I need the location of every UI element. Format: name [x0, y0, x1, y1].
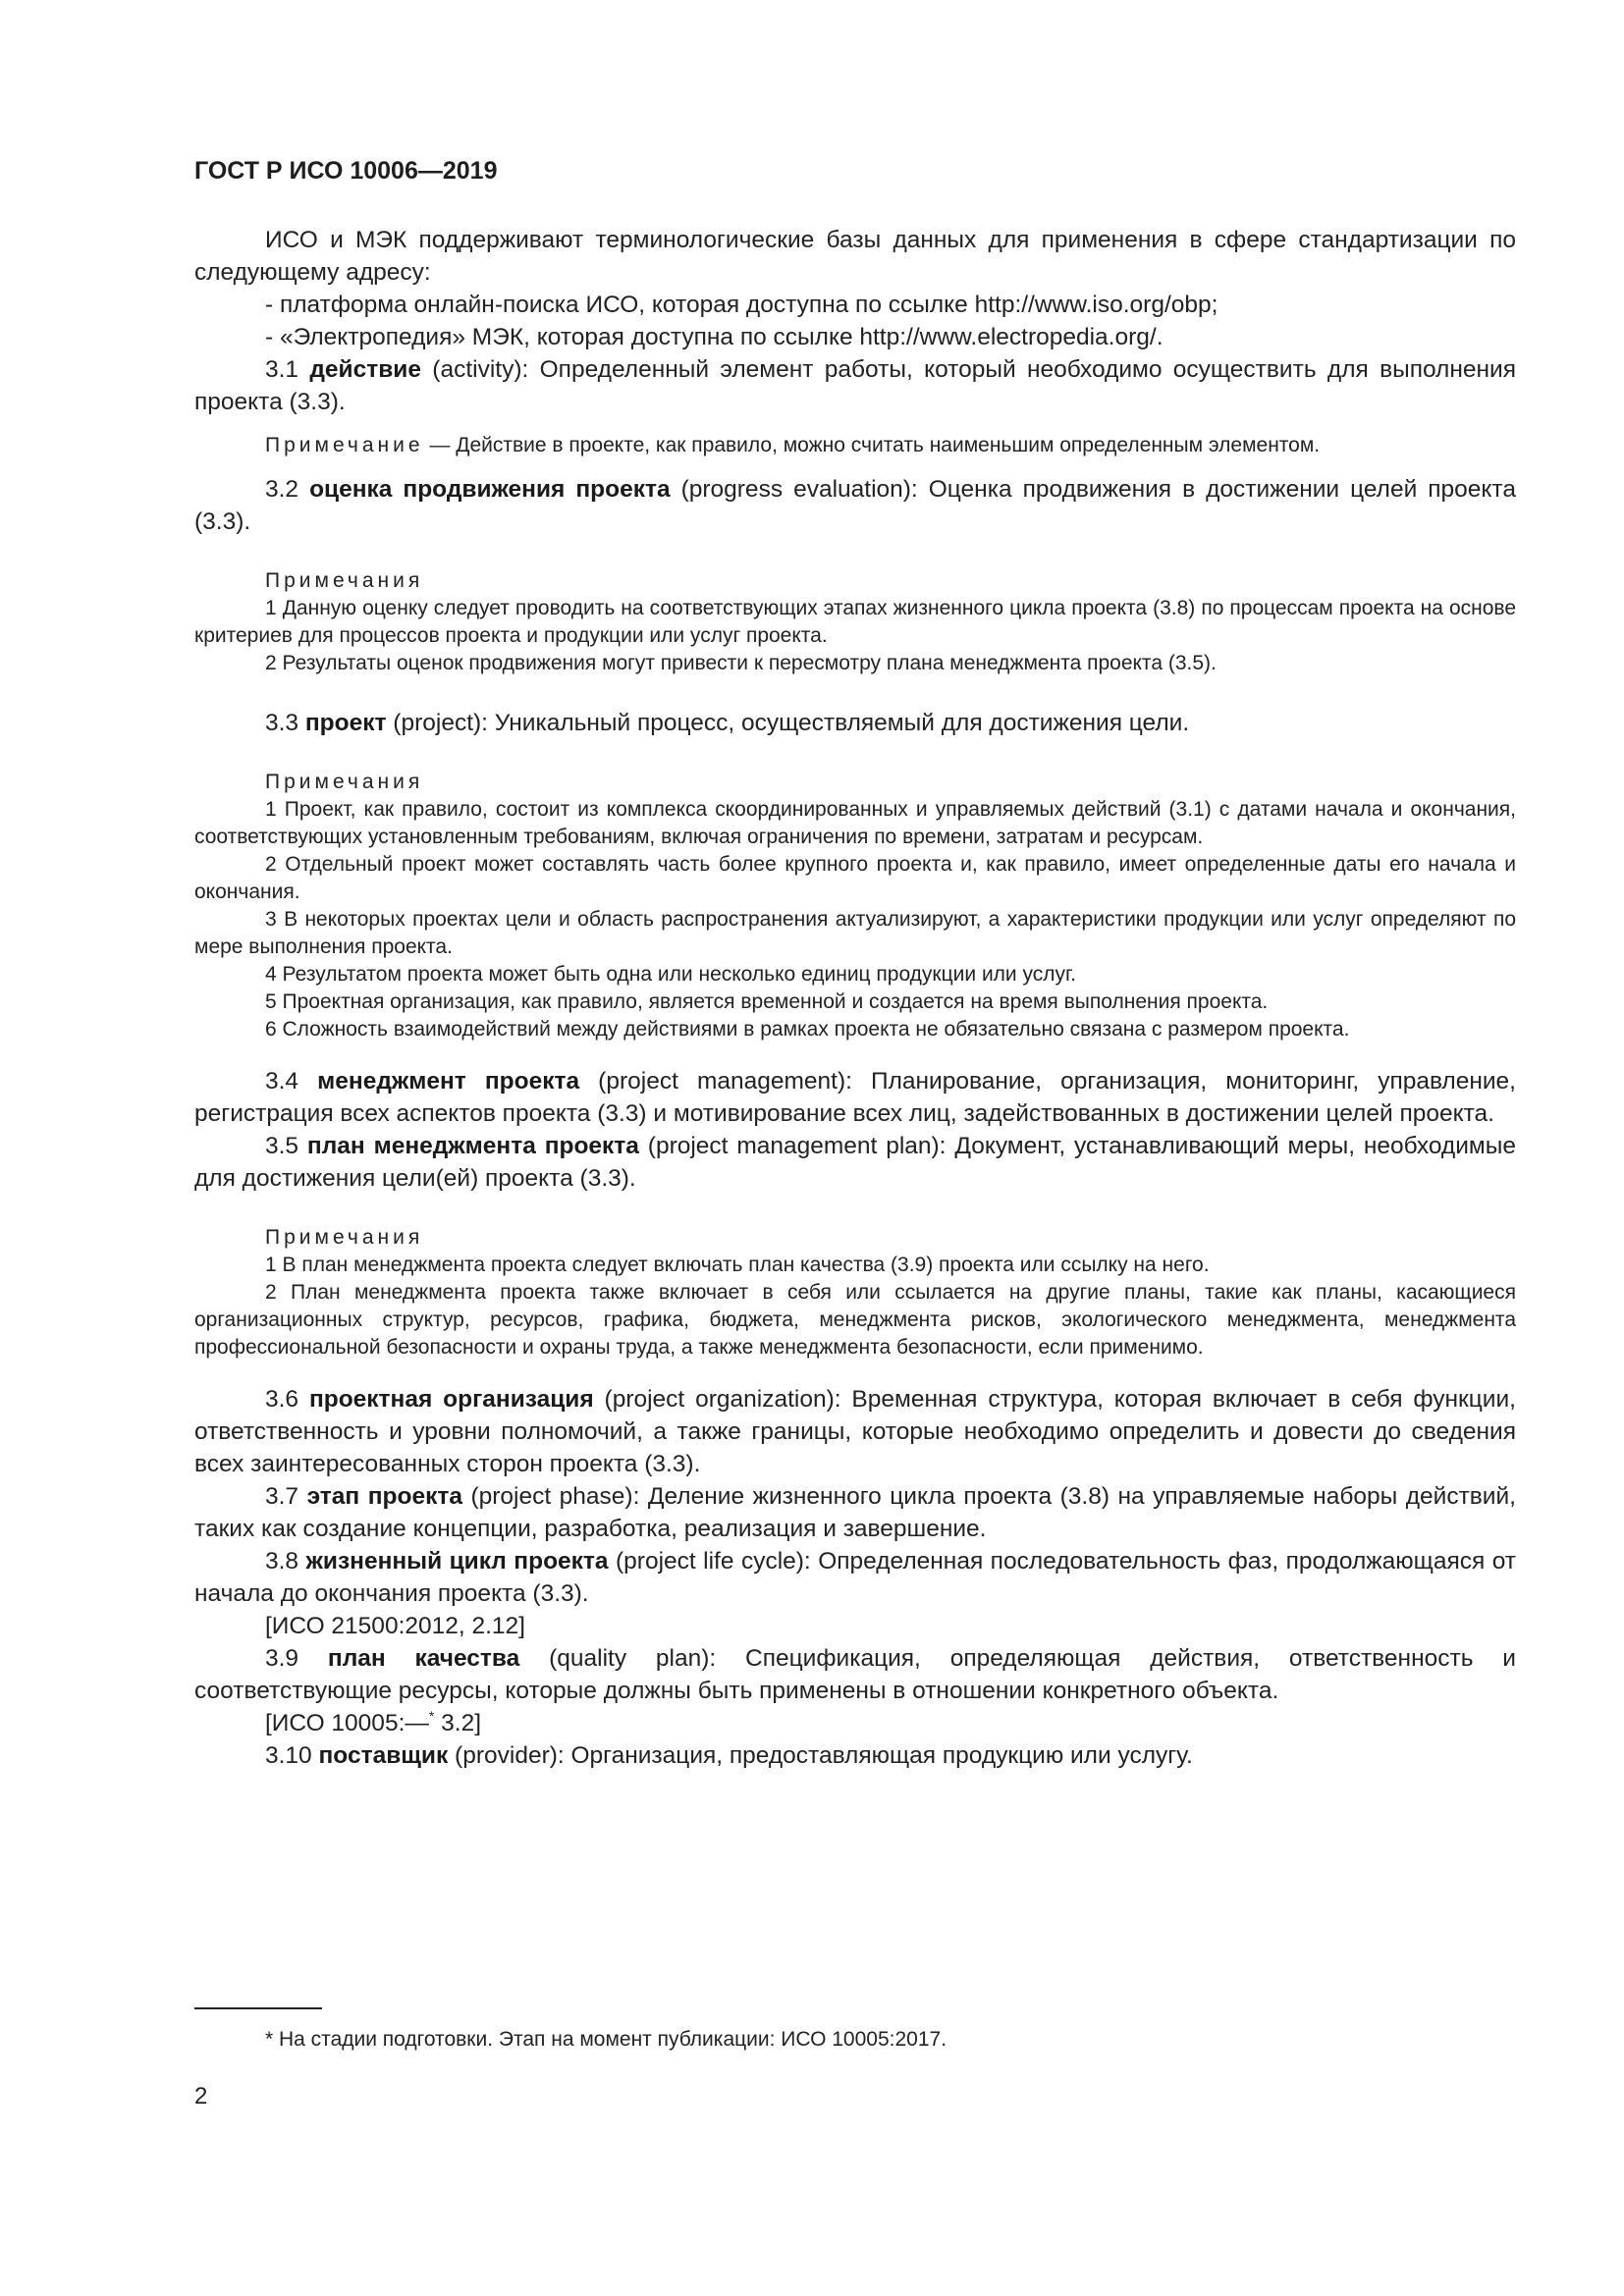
term-name: план менеджмента проекта — [306, 1133, 639, 1159]
term-name: проектная организация — [308, 1386, 594, 1413]
note-item: 5 Проектная организация, как правило, является временной и создается на время выполнения проекта. — [265, 990, 1269, 1013]
note-item: 2 Отдельный проект может составлять часть более крупного проекта и, как правило, имеет определенные даты его начала и окончания. — [194, 853, 1516, 903]
intro-list-item: - «Электропедия» МЭК, которая доступна по ссылке http://www.electropedia.org/. — [265, 324, 1164, 350]
term-entry-3-7 — [194, 1480, 1516, 1545]
term-number: 3.8 — [265, 1548, 299, 1575]
note-item: 3 В некоторых проектах цели и область распространения актуализируют, а характеристики продукции или услуг определяют по мере выполнения проекта. — [194, 908, 1516, 958]
term-definition: (activity): Определенный элемент работы, который необходимо осуществить для выполнения проекта (3.3). — [194, 356, 1516, 415]
term-name: оценка продвижения проекта — [309, 476, 671, 503]
notes-heading: Примечания — [265, 771, 424, 793]
term-entry-3-8 — [194, 1545, 1516, 1610]
term-name: жизненный цикл проекта — [305, 1548, 609, 1575]
note-text: — Действие в проекте, как правило, можно считать наименьшим определенным элементом. — [423, 434, 1321, 456]
term-entry-3-10 — [194, 1739, 1516, 1772]
notes-heading: Примечания — [265, 569, 424, 592]
note-item: 1 Проект, как правило, состоит из комплекса скоординированных и управляемых действий (3.1) с датами начала и окончания, соответствующих установленным требованиям, включая ограничения по времени, затратам и ресурсам. — [194, 798, 1516, 848]
term-number: 3.7 — [265, 1483, 299, 1510]
note-item: 1 Данную оценку следует проводить на соответствующих этапах жизненного цикла проекта (3.8) по процессам проекта на основе критериев для процессов проекта и продукции или услуг проекта. — [194, 597, 1516, 647]
reference-text: 3.2] — [434, 1710, 482, 1736]
term-definition: (project life cycle): Определенная последовательность фаз, продолжающаяся от начала до окончания проекта (3.3). — [194, 1548, 1517, 1607]
term-definition: (project organization): Временная структура, которая включает в себя функции, ответственность и уровни полномочий, а также границы, которые необходимо определить и довести до сведения всех заинтересованных сторон проекта (3.3). — [194, 1386, 1516, 1477]
reference-text: [ИСО 10005:— — [265, 1710, 429, 1736]
term-entry-3-1 — [194, 353, 1516, 418]
page-number: 2 — [194, 2083, 208, 2109]
term-number: 3.3 — [265, 710, 299, 736]
footnote-separator — [194, 2007, 322, 2009]
intro-paragraph: ИСО и МЭК поддерживают терминологические базы данных для применения в сфере стандартизации по следующему адресу: — [194, 227, 1516, 286]
term-entry-3-2 — [194, 473, 1516, 538]
term-name: поставщик — [318, 1742, 449, 1769]
term-name: проект — [304, 710, 387, 736]
term-number: 3.6 — [265, 1386, 299, 1413]
term-entry-3-9 — [194, 1642, 1516, 1707]
term-entry-3-5 — [194, 1130, 1516, 1195]
source-reference: [ИСО 21500:2012, 2.12] — [265, 1613, 525, 1639]
term-entry-3-3 — [194, 707, 1516, 739]
notes-heading: Примечания — [265, 1226, 424, 1249]
term-entry-3-4 — [194, 1065, 1516, 1130]
term-number: 3.10 — [265, 1742, 312, 1769]
note-item: 4 Результатом проекта может быть одна или несколько единиц продукции или услуг. — [265, 963, 1076, 986]
term-name: действие — [309, 356, 421, 383]
note-item: 6 Сложность взаимодействий между действиями в рамках проекта не обязательно связана с размером проекта. — [265, 1018, 1350, 1041]
document-header: ГОСТ Р ИСО 10006—2019 — [194, 157, 498, 185]
note-item: 1 В план менеджмента проекта следует включать план качества (3.9) проекта или ссылку на него. — [265, 1254, 1210, 1276]
note-3-1 — [194, 432, 1516, 459]
term-definition: (progress evaluation): Оценка продвижения в достижении целей проекта (3.3). — [194, 476, 1516, 535]
term-definition: (project): Уникальный процесс, осуществляемый для достижения цели. — [386, 710, 1190, 736]
term-definition: (provider): Организация, предоставляющая продукцию или услугу. — [448, 1742, 1193, 1769]
footnote-marker[interactable]: * — [428, 1708, 435, 1724]
note-item: 2 Результаты оценок продвижения могут привести к пересмотру плана менеджмента проекта (3.5). — [265, 652, 1217, 674]
note-item: 2 План менеджмента проекта также включает в себя или ссылается на другие планы, такие как планы, касающиеся организационных структур, ресурсов, графика, бюджета, менеджмента рисков, экологического менеджмента, менеджмента профессиональной безопасности и охраны труда, а также менеджмента безопасности, если применимо. — [194, 1281, 1516, 1359]
document-body — [194, 224, 1516, 1772]
term-number: 3.1 — [265, 356, 299, 383]
term-name: менеджмент проекта — [317, 1068, 580, 1095]
term-number: 3.2 — [265, 476, 299, 503]
term-definition: (project phase): Деление жизненного цикла проекта (3.8) на управляемые наборы действий, таких как создание концепции, разработка, реализация и завершение. — [194, 1483, 1516, 1542]
term-number: 3.5 — [265, 1133, 299, 1159]
term-name: этап проекта — [306, 1483, 462, 1510]
term-number: 3.4 — [265, 1068, 299, 1095]
term-entry-3-6 — [194, 1383, 1516, 1480]
term-definition: (project management plan): Документ, устанавливающий меры, необходимые для достижения цели(ей) проекта (3.3). — [194, 1133, 1516, 1192]
intro-list-item: - платформа онлайн-поиска ИСО, которая доступна по ссылке http://www.iso.org/obp; — [265, 292, 1218, 318]
term-definition: (quality plan): Спецификация, определяющая действия, ответственность и соответствующие ресурсы, которые должны быть применены в отношении конкретного объекта. — [194, 1645, 1516, 1704]
term-name: план качества — [327, 1645, 520, 1672]
term-definition: (project management): Планирование, организация, мониторинг, управление, регистрация всех аспектов проекта (3.3) и мотивирование всех лиц, задействованных в достижении целей проекта. — [194, 1068, 1516, 1127]
footnote: * На стадии подготовки. Этап на момент публикации: ИСО 10005:2017. — [265, 2028, 947, 2051]
source-reference — [194, 1707, 1516, 1739]
term-number: 3.9 — [265, 1645, 299, 1672]
note-label: Примечание — [265, 434, 424, 456]
